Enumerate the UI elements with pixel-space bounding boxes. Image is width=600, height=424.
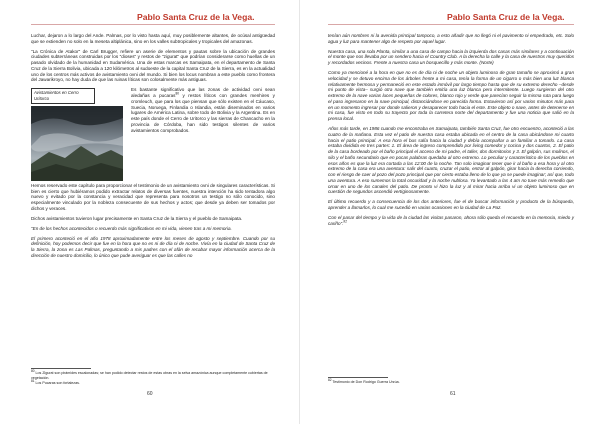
footnote-marker: 80: [175, 91, 180, 96]
quoted-testimony: Como ya mencioné a la hora en que no es de día ni de noche un objeto luminoso de gran tamaño se aproximó a gran velocidad y se detuvo encima de los árboles frente a mi casa, tenía la forma de un cigarro o más bien una luz blanca relativamente hermosa y permaneció en este estado inmóvil por largo tiempo hasta que de su extremo derecho –desde mi punto de vista– surgió otra nave que también emitía una luz blanca pero intermitente. Luego surgieron del otro extremo de la nave varias luces pequeñas de colores, blanco rojo y verde que parecían seguir la misma ruta para luego el paso ingresaron en la nave principal, distanciándose en parecida forma. Estuvieron así por varios minutos más para en un momento ingresar por donde salieron y desaparecer todo hacia el este. Este objeto o nave, antes de detenerse en mi casa, fue visto en todo su trayecto por toda la carretera norte del departamento y fue una noticia que salió en la prensa local.: [328, 70, 574, 122]
quoted-testimony: El primero aconteció en el año 1978 aproximadamente entre los meses de agosto y septiembre. Cuando por su definición, hoy podemos decir que fue en la hora que no es ni de día ni de noche. Vivía en la ciudad de Santa Cruz de la Sierra, la zona es Las Palmas, preguntando a mis padres con el afán de recabar mayor información acerca de la dirección de nuestro domicilio, lo único que pude averiguar es que las calles no: [31, 235, 275, 258]
quoted-testimony: Nuestra casa, una sola Planta, similar a una casa de campo hacia la izquierda dos casas más similares y a continuación el monte que nos llevaba por un sendero hacia el Country Club. A la derecha la calle y la casa de nuestros muy queridos y recordados vecinos. Frente a nuestra casa un bosquecillo y más monte. (Norte): [328, 48, 574, 66]
quoted-testimony: [328, 215, 574, 227]
quoted-testimony: El último recuerdo y a consecuencia de los dos anteriores, fue el de buscar información y producto de la búsqueda, aprender a llamarlos, lo cual me sucedió en varias ocasiones en la ciudad de La Paz.: [328, 199, 574, 210]
header-rule: [328, 24, 574, 25]
paragraph-text: Con el pasar del tiempo y la vida de la ciudad las visitas pasaron, ahora sólo queda el recuerdo en la memoria, miedo y cariño".: [328, 214, 574, 226]
paragraph: Hemos reservado este capítulo para proporcionar el testimonio de un avistamiento ovni de singulares características. Si bien es cierto que hubiéramos podido extractar relatos de diversas fuentes, nuestra intención ha sido tentadora algo nuevo y evitado por la constancia y veracidad que representa para nosotros un testigo no sólo conocido, sino especialmente vinculado por la nobleza consecuente de sus hechos y actos; que desde ya deben ser tomados por dichos y veraces.: [31, 182, 275, 211]
paragraph: Dichos avistamientos tuvieron lugar precisamente en Santa Cruz de la Sierra y el pueblo de Samaipata.: [31, 215, 243, 221]
footnote: [328, 380, 574, 385]
footnote-rule: [31, 368, 91, 369]
footnote-text: Testimonio de Don Rodrigo Guerra Urzúa.: [331, 380, 400, 385]
footnote-rule: [328, 377, 388, 378]
footnote-number: 80: [31, 369, 35, 373]
footnotes: [31, 368, 275, 386]
quoted-testimony: Años más tarde, en 1986 cuando me encontraba en Samaipata, también Santa Cruz, fue otro encuentro, aconteció a las cuatro de la mañana. Esta vez el patio de nuestra casa estaba ubicada en el centro de la casa ubicándose mi cuarto hacia el patio principal. A esa hora el bus salía hacia la ciudad y debía acompañar a un familiar a tomarlo. La casa estaba dividida en tres partes: 1. El área de ingreso comprendido por living comedor y cocina y dos cuartos, 2. El patio de la casa bordeado por el baño principal el acceso de mi padre, el taller, dos dormitorios y 3. El galpón, sus molinos, el silo y el baño secundario que en pocas palabras quedaba al otro extremo. Lo peculiar y característico de los pueblos en esos años es que la luz era cortada a las 12:00 de la noche. Tan solo imaginar tener que ir al baño a esa hora y al otro extremo de la casa era una aventura: salir del cuarto, cruzar el patio, entrar al galpón, girar hacia la derecha corriendo, con el riesgo de caer al pozo del pozo principal que por cierto estaba lleno de lo que ya se puede imaginar; así que, todo una aventura. A eso sumemos la total oscuridad y la noche nublosa. Ya levantado a las 4 am no tuve más remedio que ornar en uno de los canales del patio. De pronto vi hizo la luz y al mirar hacia arriba vi un objeto luminoso que en cuestión de segundos ascendió vertiginosamente.: [328, 126, 574, 195]
running-title: Pablo Santa Cruz de la Vega.: [137, 12, 255, 22]
right-body-text: [328, 33, 574, 231]
paragraph-text: Es bastante significativo que las zonas de actividad ovni sean aledañas a pucaras: [131, 87, 275, 99]
page-number: 60: [147, 391, 153, 397]
ufo-sighting-figure: [31, 88, 123, 181]
right-page: [300, 0, 600, 424]
running-title: Pablo Santa Cruz de la Vega.: [447, 12, 565, 22]
paragraph: Luchar, dejaron a lo largo del Ande. Palmas, por lo visto hasta aquí, muy posiblemente altantes, de ocúsal antigüedad que se extienden no solo en la meseta altiplánica, sino en los valles subtropicales y tropicales del amazonas.: [31, 33, 275, 44]
footnote-text: Los Zigurat son pirámides escalonadas; se han podido detectar restos de estas obras en la selva amazónica aunque completamente cubiertas de vegetación.: [31, 371, 268, 380]
footnote-text: Los Pucaras son fortalezas.: [34, 380, 80, 385]
left-body-text: [31, 33, 275, 263]
footnote-number: 82: [328, 378, 332, 382]
footnote: [31, 378, 275, 386]
footnote-number: 81: [31, 378, 35, 383]
figure-caption: Avistamientos en Cerro Uritorco: [31, 88, 95, 104]
paragraph-text: y restos líticos con grandes menhires y cromleuch, que para los que piensan que sólo existen en el Cáucaso, Suecia, Noruega, Finlandia o Islandia, están diseminados en varios lugares de América Latina, sobre todo de Bolivia y la Argentina. Es en este país donde el Cerro de Uritorco y las sierras de Chancacho en la provincia de Córdoba, han sido testigos silentes de varios avistamientos comprobados.: [131, 93, 275, 133]
footnote: [31, 371, 275, 380]
quoted-testimony: tenían aún nombres ni la avenida principal tampoco, a esto añadir que no llegó ni el pavimento ni empedrado, etc. Solo agua y luz para mantener algo de respeto por aquel lugar.: [328, 33, 574, 44]
footnote-marker: 82: [343, 219, 347, 224]
figure-block: [31, 87, 275, 183]
header-rule: [31, 24, 275, 25]
paragraph: "La Crónica de Atakor" de Carl Brugger, refiere un aserie de elementos y pautas sobre la ubicación de grandes ciudades subterráneas construidas por los "dioses" y restos de "zigurat" que podrían considerarse como huellas de un pasado olvidado de la humanidad en Sudamérica. Una de estas marcas es Samaipata, en el departamento de Santa Cruz de la Sierra Bolivia, ubicada a 120 kilómetros al sudoeste de la capital Santa Cruz de la Sierra, es en la actualidad uno de los centros más activos de avistamiento ovni del mundo. Si bien los locus nombran a este pueblo como frontera del Jawarikroyo, no hay duda de que las ruinas líticas son colosalmente más antiguas.: [31, 48, 275, 83]
cloudy-mountain-photo: [31, 106, 123, 181]
quoted-testimony: "En de los hechos acontecidos o recuerdo más significativos en mi vida, vienen tras a mi memoria.: [31, 225, 232, 231]
footnotes: [328, 377, 574, 385]
page-number: 61: [450, 391, 456, 397]
